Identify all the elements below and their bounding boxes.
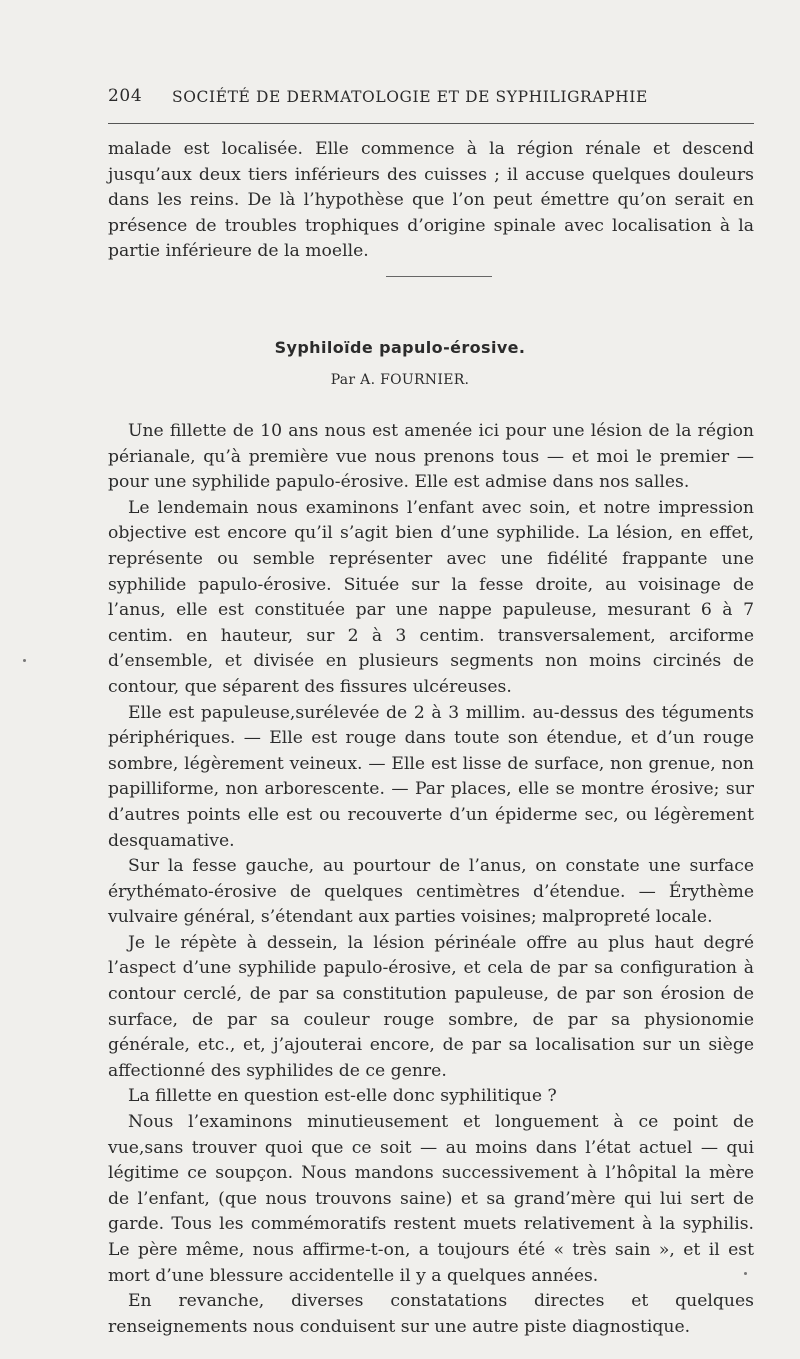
body-paragraph: Une fillette de 10 ans nous est amenée ici pour une lésion de la région périanale, qu’à première vue nous prenons tous — et moi le premier — pour une syphilide papulo-érosive. Elle est admise dans nos salles. [108, 421, 754, 493]
article-byline: Par A. FOURNIER. [330, 372, 470, 388]
section-separator [386, 276, 492, 277]
paper-speck [23, 659, 26, 662]
running-title: SOCIÉTÉ DE DERMATOLOGIE ET DE SYPHILIGRAPHIE [172, 88, 648, 106]
running-header [108, 86, 754, 112]
body-paragraph: Sur la fesse gauche, au pourtour de l’anus, on constate une surface érythémato-érosive de quelques centimètres d’étendue. — Érythème vulvaire général, s’étendant aux parties voisines; malpropreté locale. [108, 856, 754, 928]
body-paragraph: Je le répète à dessein, la lésion périnéale offre au plus haut degré l’aspect d’une syphilide papulo-érosive, et cela de par sa configuration à contour cerclé, de par sa constitution papuleuse, de par son érosion de surface, de par sa couleur rouge sombre, de par sa physionomie générale, etc., et, j’ajouterai encore, de par sa localisation sur un siège affectionné des syphilides de ce genre. [108, 932, 754, 1081]
body-paragraph: La fillette en question est-elle donc syphilitique ? [128, 1086, 557, 1107]
header-rule [108, 123, 754, 124]
intro-text-block [108, 137, 754, 265]
body-paragraph: Nous l’examinons minutieusement et longuement à ce point de vue,sans trouver quoi que ce soit — au moins dans l’état actuel — qui légitime ce soupçon. Nous mandons successivement à l’hôpital la mère de l’enfant, (que nous trouvons saine) et sa grand’mère qui lui sert de garde. Tous les commémoratifs restent muets relativement à la syphilis. Le père même, nous affirme-t-on, a toujours été « très sain », et il est mort d’une blessure accidentelle il y a quelques années. [108, 1112, 754, 1286]
paper-speck [744, 1272, 747, 1275]
intro-paragraph: malade est localisée. Elle commence à la région rénale et descend jusqu’aux deux tiers inférieurs des cuisses ; il accuse quelques douleurs dans les reins. De là l’hypothèse que l’on peut émettre qu’on serait en présence de troubles trophiques d’origine spinale avec localisation à la partie inférieure de la moelle. [108, 139, 754, 262]
article-title: Syphiloïde papulo-érosive. [274, 338, 526, 357]
body-paragraph: Elle est papuleuse,surélevée de 2 à 3 millim. au-dessus des téguments périphériques. — Elle est rouge dans toute son étendue, et d’un rouge sombre, légèrement veineux. — Elle est lisse de surface, non grenue, non papilliforme, non arborescente. — Par places, elle se montre érosive; sur d’autres points elle est ou recouverte d’un épiderme sec, ou légèrement desquamative. [108, 702, 754, 851]
body-paragraph: En revanche, diverses constatations directes et quelques renseignements nous conduisent sur une autre piste diagnostique. [108, 1291, 754, 1337]
page-number: 204 [108, 86, 143, 106]
body-paragraph: Le lendemain nous examinons l’enfant avec soin, et notre impression objective est encore qu’il s’agit bien d’une syphilide. La lésion, en effet, représente ou semble représenter avec une fidélité frappante une syphilide papulo-érosive. Située sur la fesse droite, au voisinage de l’anus, elle est constituée par une nappe papuleuse, mesurant 6 à 7 centim. en hauteur, sur 2 à 3 centim. transversalement, arciforme d’ensemble, et divisée en plusieurs segments non moins circinés de contour, que séparent des fissures ulcéreuses. [108, 497, 754, 697]
article-body [108, 419, 754, 1340]
